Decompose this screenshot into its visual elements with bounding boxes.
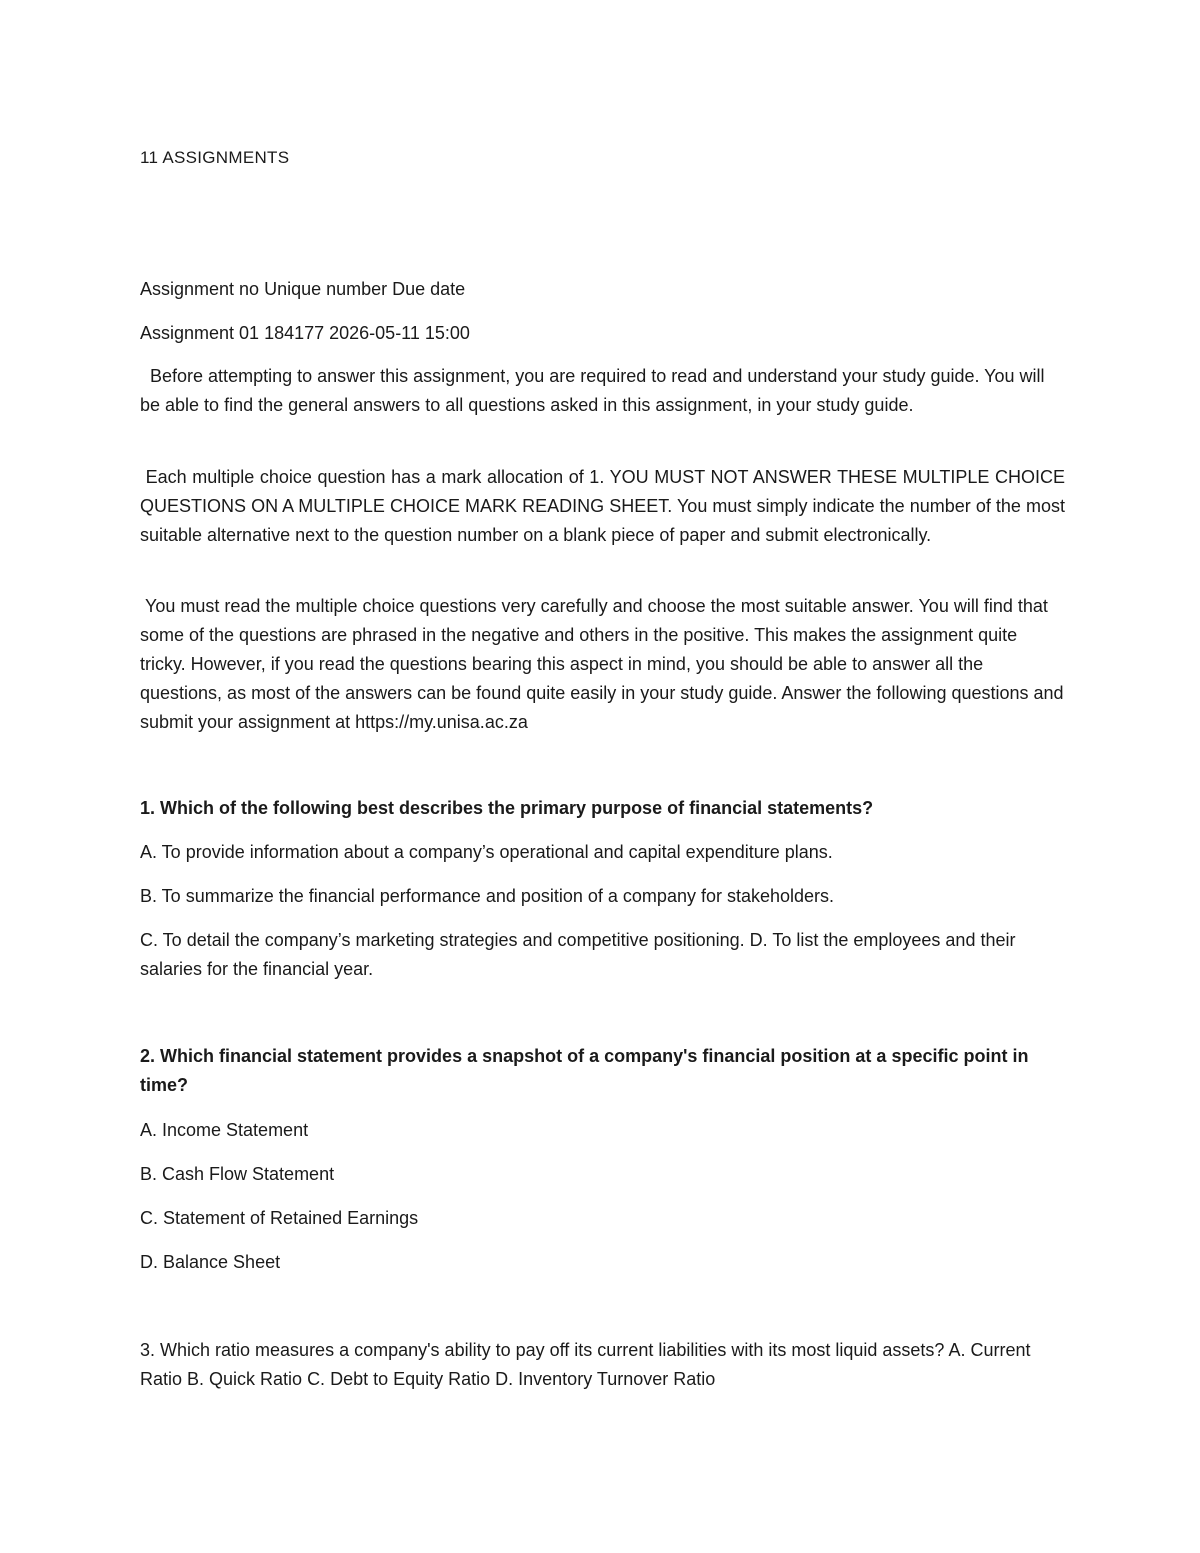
- assignment-table-row: Assignment 01 184177 2026-05-11 15:00: [140, 323, 470, 343]
- instruction-text: Each multiple choice question has a mark allocation of 1. YOU MUST NOT ANSWER THESE MULTIPLE CHOICE QUESTIONS ON A MULTIPLE CHOICE MARK READING SHEET. You must simply indicate the number of the most suitable alternative next to the question number on a blank piece of paper and submit electronically.: [140, 467, 1065, 545]
- question-2-option-d: D. Balance Sheet: [140, 1252, 281, 1272]
- question-1-option-c-d: C. To detail the company’s marketing strategies and competitive positioning. D. To list the employees and their salaries for the financial year.: [140, 930, 1016, 979]
- question-1-option-a: A. To provide information about a company’s operational and capital expenditure plans.: [140, 842, 833, 862]
- page-heading: 11 ASSIGNMENTS: [140, 148, 290, 167]
- question-2-option-a: A. Income Statement: [140, 1120, 309, 1140]
- instruction-paragraph-mark-allocation: [140, 463, 1065, 550]
- question-1-option-b: B. To summarize the financial performance and position of a company for stakeholders.: [140, 886, 835, 906]
- instruction-text: You must read the multiple choice questions very carefully and choose the most suitable answer. You will find that some of the questions are phrased in the negative and others in the positive. This makes the assignment quite tricky. However, if you read the questions bearing this aspect in mind, you should be able to answer all the questions, as most of the answers can be found quite easily in your study guide. Answer the following questions and submit your assignment at https://my.unisa.ac.za: [140, 596, 1064, 732]
- question-2-text: 2. Which financial statement provides a snapshot of a company's financial position at a specific point in time?: [140, 1046, 1029, 1095]
- question-2-option-c: C. Statement of Retained Earnings: [140, 1208, 419, 1228]
- question-2-option-b: B. Cash Flow Statement: [140, 1164, 335, 1184]
- assignment-table-header: Assignment no Unique number Due date: [140, 279, 466, 299]
- instruction-text: Before attempting to answer this assignment, you are required to read and understand your study guide. You will be able to find the general answers to all questions asked in this assignment, in your study guide.: [140, 366, 1045, 415]
- instruction-paragraph-study-guide: [140, 362, 1055, 420]
- question-1-text: 1. Which of the following best describes the primary purpose of financial statements?: [140, 798, 874, 818]
- question-3-text: 3. Which ratio measures a company's ability to pay off its current liabilities with its most liquid assets? A. Current Ratio B. Quick Ratio C. Debt to Equity Ratio D. Inventory Turnover Ratio: [140, 1340, 1031, 1389]
- instruction-paragraph-read-carefully: [140, 592, 1065, 737]
